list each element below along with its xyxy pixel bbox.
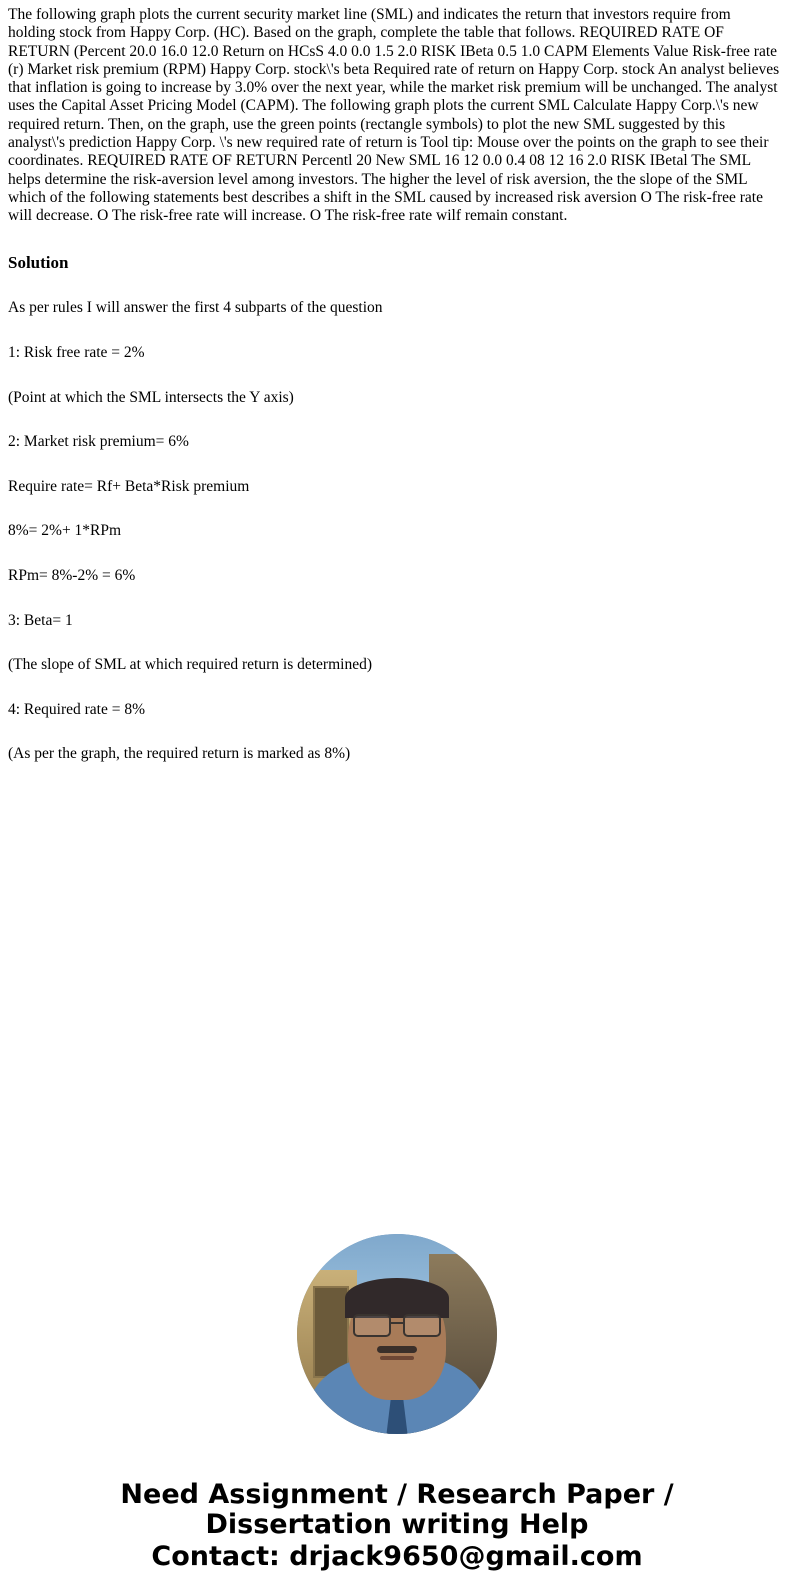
- solution-step: As per rules I will answer the first 4 subparts of the question: [8, 299, 383, 317]
- promo-line-2: Contact: drjack9650@gmail.com: [151, 1541, 643, 1573]
- solution-step: (As per the graph, the required return is marked as 8%): [8, 745, 351, 763]
- solution-heading: Solution: [8, 253, 69, 273]
- glasses-lens-left: [353, 1314, 391, 1337]
- glasses-lens-right: [403, 1314, 441, 1337]
- promo-banner: [8, 1480, 786, 1573]
- avatar-mouth: [380, 1356, 414, 1360]
- promo-line-1: Need Assignment / Research Paper / Dissertation writing Help: [120, 1478, 674, 1541]
- question-text: The following graph plots the current security market line (SML) and indicates the return that investors require from holding stock from Happy Corp. (HC). Based on the graph, complete the table that follows. REQUIRED RATE OF RETURN (Percent 20.0 16.0 12.0 Return on HCsS 4.0 0.0 1.5 2.0 RISK IBeta 0.5 1.0 CAPM Elements Value Risk-free rate (r) Market risk premium (RPM) Happy Corp. stock\'s beta Required rate of return on Happy Corp. stock An analyst believes that inflation is going to increase by 3.0% over the next year, while the market risk premium will be unchanged. The analyst uses the Capital Asset Pricing Model (CAPM). The following graph plots the current SML Calculate Happy Corp.\'s new required return. Then, on the graph, use the green points (rectangle symbols) to plot the new SML suggested by this analyst\'s prediction Happy Corp. \'s new required rate of return is Tool tip: Mouse over the points on the graph to see their coordinates. REQUIRED RATE OF RETURN Percentl 20 New SML 16 12 0.0 0.4 08 12 16 2.0 RISK IBetal The SML helps determine the risk-aversion level among investors. The higher the level of risk aversion, the the slope of the SML which of the following statements best describes a shift in the SML caused by increased risk aversion O The risk-free rate will decrease. O The risk-free rate will increase. O The risk-free rate wilf remain constant.: [8, 6, 780, 225]
- solution-step: RPm= 8%-2% = 6%: [8, 566, 136, 584]
- solution-step: 8%= 2%+ 1*RPm: [8, 522, 122, 540]
- solution-step: 2: Market risk premium= 6%: [8, 433, 189, 451]
- avatar: [297, 1234, 497, 1434]
- avatar-container: [8, 1234, 786, 1434]
- solution-step: 1: Risk free rate = 2%: [8, 343, 145, 361]
- glasses-icon: [351, 1314, 443, 1334]
- avatar-hair: [345, 1278, 449, 1318]
- solution-step: (Point at which the SML intersects the Y axis): [8, 388, 294, 406]
- solution-step: (The slope of SML at which required return is determined): [8, 656, 372, 674]
- avatar-mustache: [377, 1346, 417, 1353]
- solution-step: 4: Required rate = 8%: [8, 700, 146, 718]
- solution-step: Require rate= Rf+ Beta*Risk premium: [8, 477, 250, 495]
- solution-step: 3: Beta= 1: [8, 611, 73, 629]
- vertical-spacer: [8, 764, 786, 1234]
